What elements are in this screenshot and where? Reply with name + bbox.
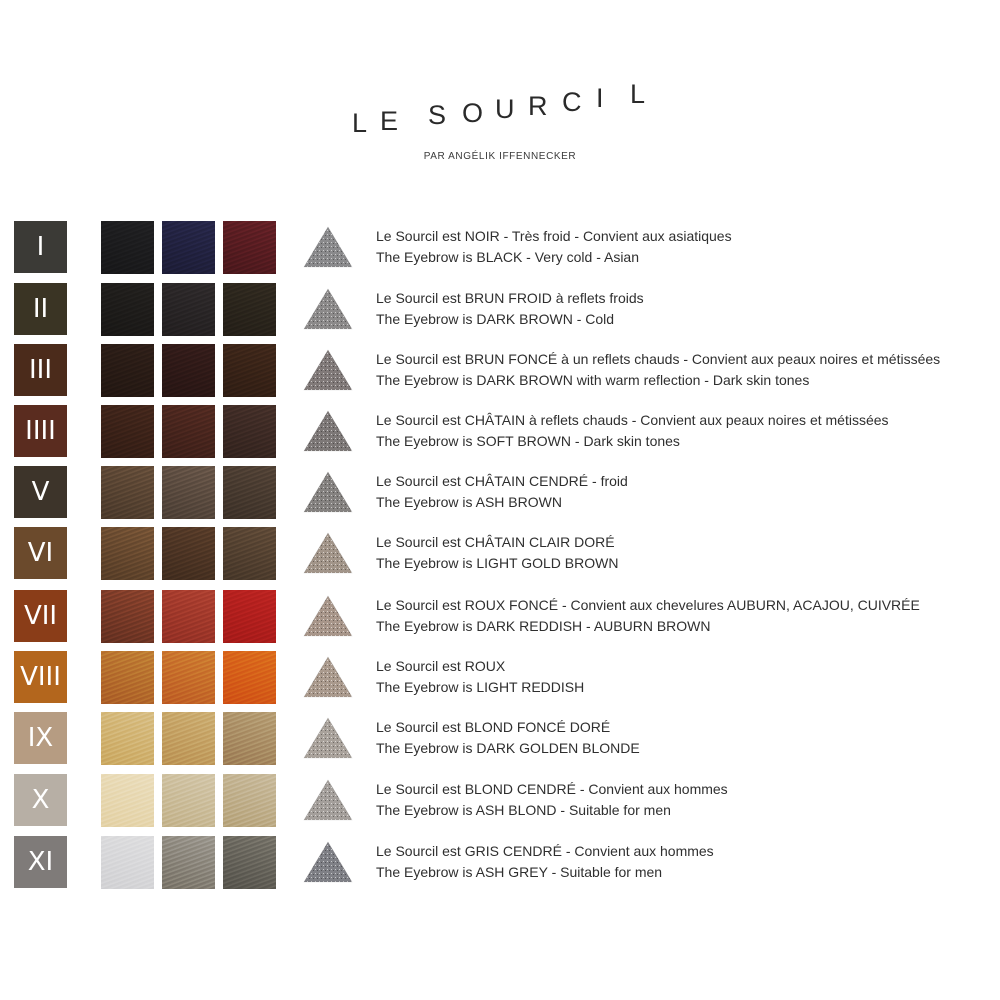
shade-description [376, 226, 1000, 268]
shade-row [0, 590, 1000, 644]
logo-letter: E [380, 106, 399, 136]
description-fr: Le Sourcil est CHÂTAIN CENDRÉ - froid [376, 473, 628, 489]
hair-swatch [223, 651, 276, 704]
shade-numeral: II [14, 283, 67, 335]
description-fr: Le Sourcil est CHÂTAIN CLAIR DORÉ [376, 534, 615, 550]
description-fr: Le Sourcil est ROUX FONCÉ - Convient aux chevelures AUBURN, ACAJOU, CUIVRÉE [376, 597, 920, 613]
hair-swatch [162, 712, 215, 765]
hair-swatch [101, 712, 154, 765]
hair-swatch [101, 590, 154, 643]
hair-swatch [101, 774, 154, 827]
hair-swatch [162, 221, 215, 274]
logo-letter: L [352, 108, 368, 138]
shade-numeral: XI [14, 836, 67, 888]
description-en: The Eyebrow is DARK GOLDEN BLONDE [376, 740, 640, 756]
logo-letter: R [528, 91, 548, 121]
description-en: The Eyebrow is LIGHT REDDISH [376, 679, 585, 695]
hair-swatch [223, 405, 276, 458]
shade-numeral: VI [14, 527, 67, 579]
pencil-tip-icon [302, 840, 354, 884]
pencil-tip-icon [302, 409, 354, 453]
hair-swatch [223, 221, 276, 274]
hair-swatch [223, 344, 276, 397]
hair-swatch [223, 590, 276, 643]
shade-row [0, 466, 1000, 520]
shade-row [0, 283, 1000, 337]
shade-row [0, 221, 1000, 275]
shade-numeral: IIII [14, 405, 67, 457]
brand-subtitle: PAR ANGÉLIK IFFENNECKER [423, 151, 577, 162]
shade-description [376, 471, 1000, 513]
pencil-tip-icon [302, 348, 354, 392]
description-en: The Eyebrow is SOFT BROWN - Dark skin tones [376, 433, 680, 449]
hair-swatch [162, 405, 215, 458]
shade-numeral: I [14, 221, 67, 273]
description-fr: Le Sourcil est BLOND FONCÉ DORÉ [376, 719, 611, 735]
shade-description [376, 349, 1000, 391]
hair-swatch [162, 590, 215, 643]
description-en: The Eyebrow is ASH BLOND - Suitable for men [376, 802, 671, 818]
shade-row [0, 527, 1000, 581]
shade-row [0, 405, 1000, 459]
shade-description [376, 410, 1000, 452]
hair-swatch [223, 712, 276, 765]
shade-description [376, 717, 1000, 759]
description-fr: Le Sourcil est BRUN FROID à reflets froids [376, 290, 644, 306]
logo-letter: L [630, 80, 646, 109]
description-en: The Eyebrow is DARK BROWN with warm reflection - Dark skin tones [376, 372, 810, 388]
description-fr: Le Sourcil est ROUX [376, 658, 506, 674]
pencil-tip-icon [302, 778, 354, 822]
hair-swatch [223, 527, 276, 580]
description-fr: Le Sourcil est BRUN FONCÉ à un reflets chauds - Convient aux peaux noires et métissées [376, 351, 941, 367]
description-en: The Eyebrow is DARK BROWN - Cold [376, 311, 615, 327]
description-en: The Eyebrow is ASH GREY - Suitable for men [376, 864, 663, 880]
logo-letter: U [495, 94, 515, 124]
logo-letter: C [562, 87, 582, 117]
shade-row [0, 774, 1000, 828]
hair-swatch [162, 283, 215, 336]
shade-numeral: VIII [14, 651, 67, 703]
hair-swatch [101, 344, 154, 397]
description-fr: Le Sourcil est NOIR - Très froid - Convient aux asiatiques [376, 228, 732, 244]
hair-swatch [223, 283, 276, 336]
hair-swatch [162, 466, 215, 519]
hair-swatch [162, 836, 215, 889]
shade-description [376, 532, 1000, 574]
description-fr: Le Sourcil est GRIS CENDRÉ - Convient aux hommes [376, 843, 714, 859]
shade-row [0, 344, 1000, 398]
description-en: The Eyebrow is ASH BROWN [376, 494, 562, 510]
logo-letter: S [428, 100, 447, 130]
hair-swatch [101, 405, 154, 458]
description-en: The Eyebrow is LIGHT GOLD BROWN [376, 555, 619, 571]
hair-swatch [162, 774, 215, 827]
pencil-tip-icon [302, 531, 354, 575]
pencil-tip-icon [302, 594, 354, 638]
shade-description [376, 779, 1000, 821]
shade-row [0, 651, 1000, 705]
shade-description [376, 656, 1000, 698]
hair-swatch [101, 466, 154, 519]
shade-description [376, 288, 1000, 330]
description-fr: Le Sourcil est BLOND CENDRÉ - Convient aux hommes [376, 781, 728, 797]
pencil-tip-icon [302, 655, 354, 699]
description-en: The Eyebrow is BLACK - Very cold - Asian [376, 249, 639, 265]
hair-swatch [101, 283, 154, 336]
pencil-tip-icon [302, 225, 354, 269]
logo-letter: I [596, 83, 604, 113]
hair-swatch [223, 466, 276, 519]
shade-numeral: X [14, 774, 67, 826]
hair-swatch [101, 527, 154, 580]
hair-swatch [101, 836, 154, 889]
shade-row [0, 836, 1000, 890]
hair-swatch [223, 774, 276, 827]
hair-swatch [162, 344, 215, 397]
pencil-tip-icon [302, 287, 354, 331]
shade-row [0, 712, 1000, 766]
hair-swatch [101, 651, 154, 704]
shade-numeral: V [14, 466, 67, 518]
hair-swatch [223, 836, 276, 889]
shade-description [376, 841, 1000, 883]
shade-numeral: III [14, 344, 67, 396]
hair-swatch [101, 221, 154, 274]
description-en: The Eyebrow is DARK REDDISH - AUBURN BROWN [376, 618, 711, 634]
shade-numeral: VII [14, 590, 67, 642]
pencil-tip-icon [302, 716, 354, 760]
shade-numeral: IX [14, 712, 67, 764]
logo-letter: O [462, 98, 484, 128]
hair-swatch [162, 651, 215, 704]
pencil-tip-icon [302, 470, 354, 514]
description-fr: Le Sourcil est CHÂTAIN à reflets chauds - Convient aux peaux noires et métissées [376, 412, 889, 428]
shade-description [376, 595, 1000, 637]
hair-swatch [162, 527, 215, 580]
